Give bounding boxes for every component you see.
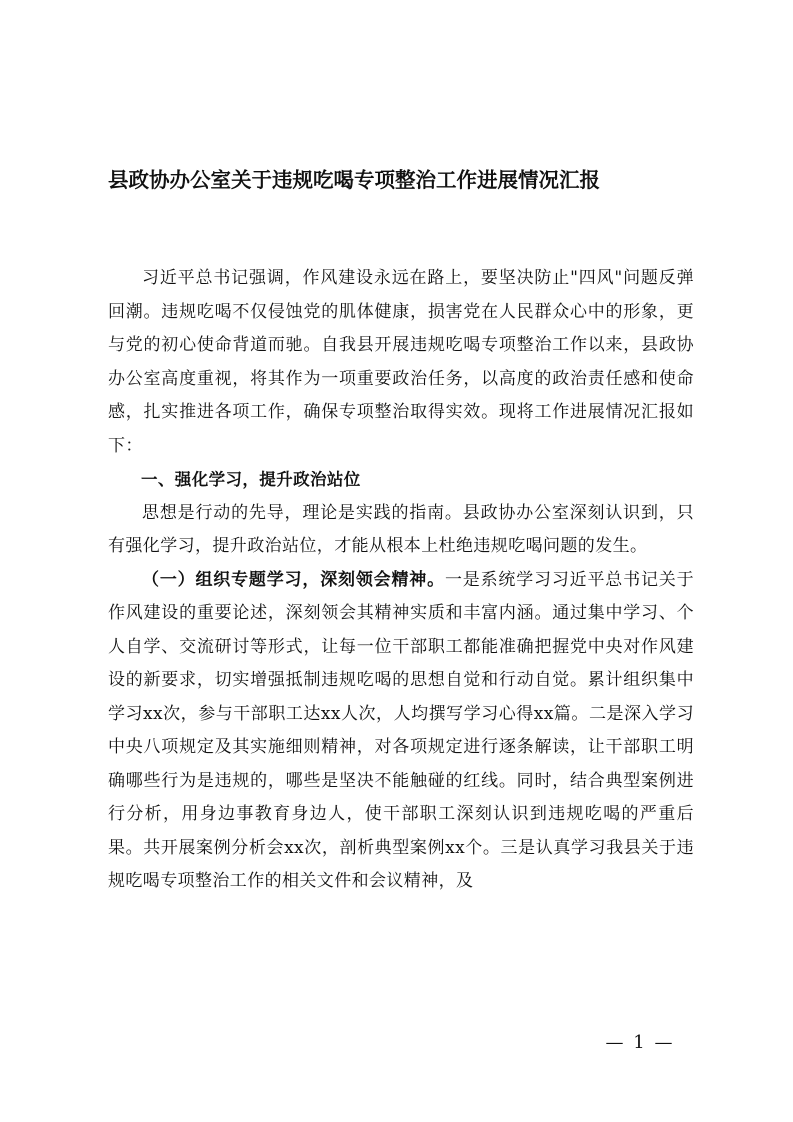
document-title: 县政协办公室关于违规吃喝专项整治工作进展情况汇报 — [108, 168, 600, 192]
subsection-heading-1: （一）组织专题学习，深刻领会精神。 — [142, 569, 445, 590]
paragraph-subsection-1 — [108, 564, 694, 899]
section-heading-1: 一、强化学习，提升政治站位 — [141, 470, 361, 489]
paragraph-intro: 习近平总书记强调，作风建设永远在路上，要坚决防止"四风"问题反弹回潮。违规吃喝不仅侵蚀党的肌体健康，损害党在人民群众心中的形象，更与党的初心使命背道而驰。自我县开展违规吃喝专项整治工作以来，县政协办公室高度重视，将其作为一项重要政治任务，以高度的政治责任感和使命感，扎实推进各项工作，确保专项整治取得实效。现将工作进展情况汇报如下： — [108, 268, 694, 456]
paragraph-section-1: 思想是行动的先导，理论是实践的指南。县政协办公室深刻认识到，只有强化学习，提升政治站位，才能从根本上杜绝违规吃喝问题的发生。 — [108, 502, 694, 556]
subsection-text-1: 一是系统学习习近平总书记关于作风建设的重要论述，深刻领会其精神实质和丰富内涵。通过集中学习、个人自学、交流研讨等形式，让每一位干部职工都能准确把握党中央对作风建设的新要求，切实增强抵制违规吃喝的思想自觉和行动自觉。累计组织集中学习xx次，参与干部职工达xx人次，人均撰写学习心得xx篇。二是深入学习中央八项规定及其实施细则精神，对各项规定进行逐条解读，让干部职工明确哪些行为是违规的，哪些是坚决不能触碰的红线。同时，结合典型案例进行分析，用身边事教育身边人，使干部职工深刻认识到违规吃喝的严重后果。共开展案例分析会xx次，剖析典型案例xx个。三是认真学习我县关于违规吃喝专项整治工作的相关文件和会议精神，及 — [108, 569, 694, 891]
page-number: — 1 — — [605, 1032, 675, 1053]
document-body — [108, 262, 694, 899]
